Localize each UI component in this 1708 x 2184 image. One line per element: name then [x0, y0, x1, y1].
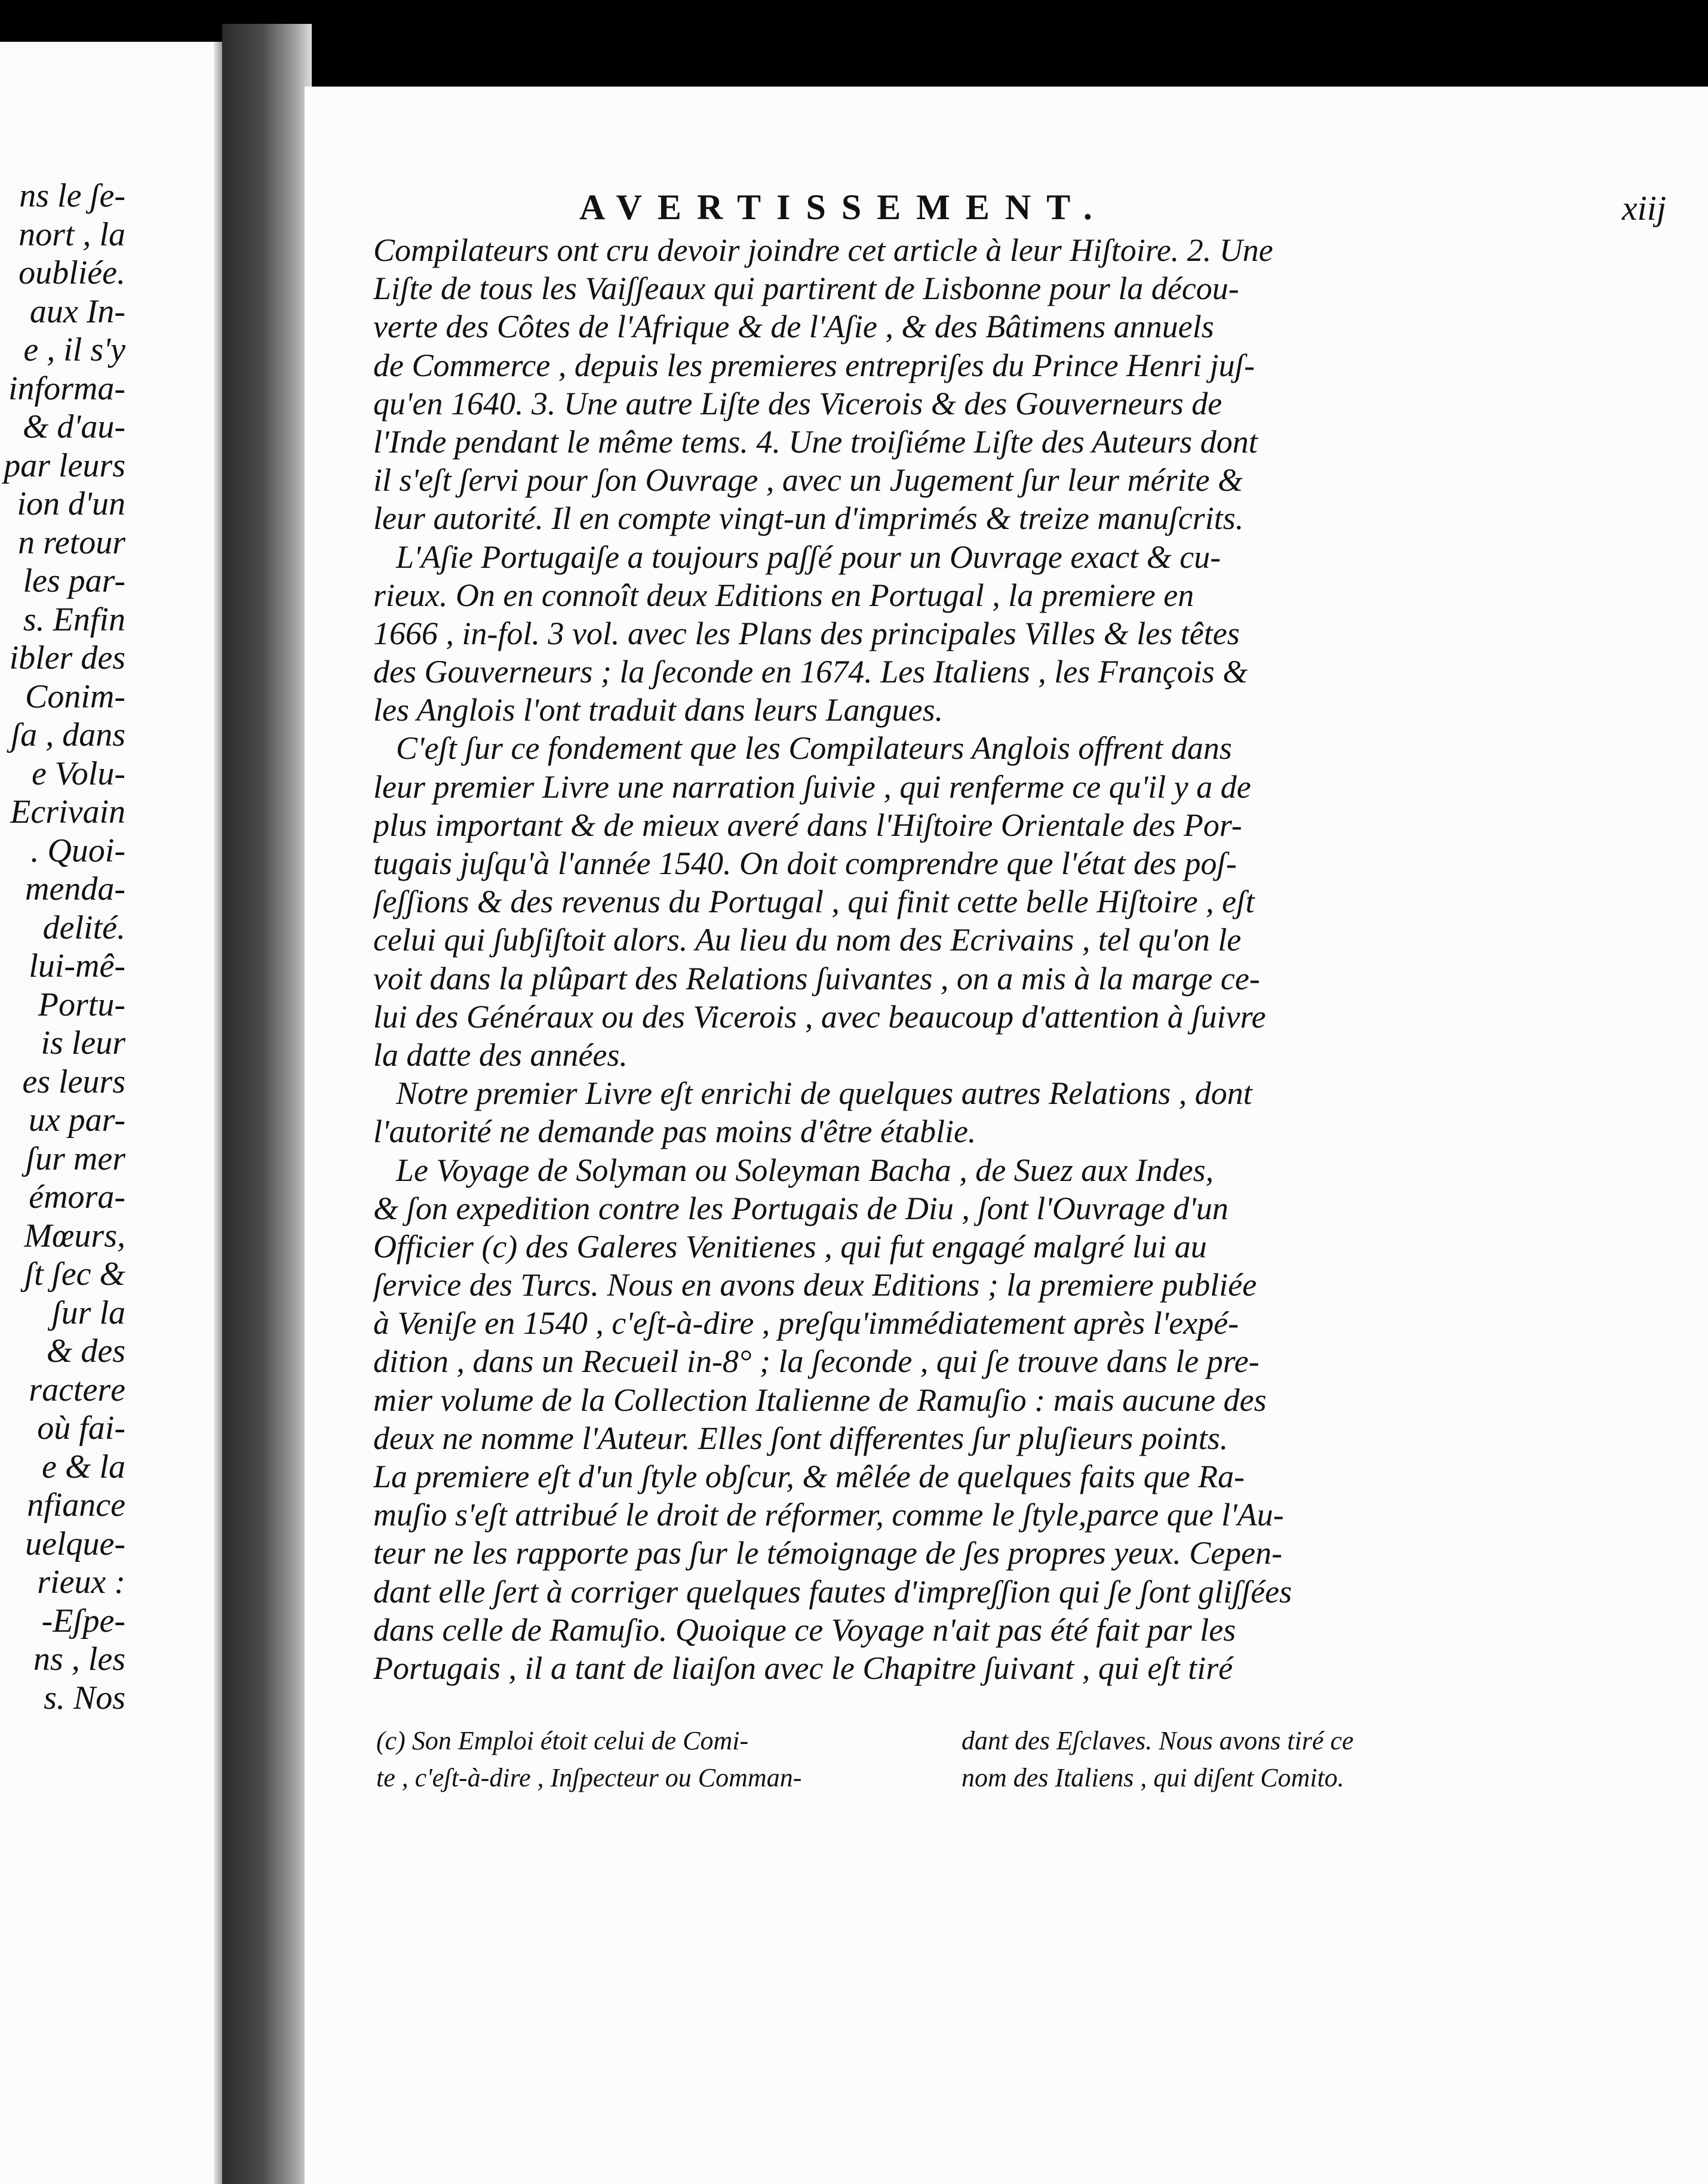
previous-page-line: par leurs: [4, 447, 125, 484]
text-line: les Anglois l'ont traduit dans leurs Langues.: [373, 692, 944, 728]
previous-page-edge: [214, 42, 222, 2184]
text-line: Officier (c) des Galeres Venitienes , qui fut engagé malgré lui au: [373, 1228, 1207, 1265]
text-line: tugais juʃqu'à l'année 1540. On doit comprendre que l'état des poʃ-: [373, 845, 1237, 881]
text-line: Compilateurs ont cru devoir joindre cet article à leur Hiʃtoire. 2. Une: [373, 232, 1273, 268]
text-line: qu'en 1640. 3. Une autre Liʃte des Vicerois & des Gouverneurs de: [373, 385, 1222, 422]
text-line: à Veniʃe en 1540 , c'eʃt-à-dire , preʃqu'immédiatement après l'expé-: [373, 1305, 1239, 1342]
previous-page-line: rieux :: [37, 1564, 125, 1601]
previous-page-line: e Volu-: [31, 755, 125, 792]
text-line: l'Inde pendant le même tems. 4. Une troiʃiéme Liʃte des Auteurs dont: [373, 423, 1258, 460]
text-line: Le Voyage de Solyman ou Soleyman Bacha , de Suez aux Indes,: [396, 1152, 1214, 1188]
footnote-column-right: [961, 1722, 1475, 1797]
previous-page-line: . Quoi-: [30, 832, 125, 869]
text-line: de Commerce , depuis les premieres entrepriʃes du Prince Henri juʃ-: [373, 347, 1255, 383]
previous-page-line: ʃur la: [51, 1294, 125, 1331]
previous-page-line: ʃur mer: [26, 1140, 125, 1177]
text-line: Liʃte de tous les Vaiʃʃeaux qui partirent de Lisbonne pour la décou-: [373, 270, 1239, 307]
previous-page-line: ibler des: [9, 639, 125, 676]
page-number: xiij: [1621, 189, 1666, 227]
text-line: teur ne les rapporte pas ʃur le témoignage de ʃes propres yeux. Cepen-: [373, 1535, 1283, 1571]
footnote-line: te , c'eʃt-à-dire , Inʃpecteur ou Comman-: [376, 1763, 802, 1792]
previous-page-line: émora-: [29, 1179, 125, 1216]
text-line: celui qui ʃubʃiʃtoit alors. Au lieu du nom des Ecrivains , tel qu'on le: [373, 922, 1242, 958]
text-line: & ʃon expedition contre les Portugais de Diu , ʃont l'Ouvrage d'un: [373, 1190, 1228, 1226]
previous-page-line: Ecrivain: [10, 793, 125, 830]
book-gutter-shadow: [222, 24, 312, 2184]
previous-page-line: n retour: [18, 524, 125, 561]
previous-page-line: lui-mê-: [29, 948, 125, 985]
previous-page-line: aux In-: [29, 293, 125, 330]
previous-page-line: s. Enfin: [23, 601, 125, 638]
text-line: leur autorité. Il en compte vingt-un d'imprimés & treize manuʃcrits.: [373, 500, 1244, 537]
previous-page-line: ʃa , dans: [11, 716, 125, 753]
previous-page-line: informa-: [8, 370, 125, 407]
text-line: leur premier Livre une narration ʃuivie , qui renferme ce qu'il y a de: [373, 768, 1251, 805]
footnote-line: dant des Eʃclaves. Nous avons tiré ce: [961, 1726, 1354, 1755]
text-line: mier volume de la Collection Italienne de Ramuʃio : mais aucune des: [373, 1382, 1267, 1418]
previous-page-line: menda-: [25, 870, 125, 908]
text-line: l'autorité ne demande pas moins d'être établie.: [373, 1113, 976, 1150]
text-line: la datte des années.: [373, 1036, 628, 1073]
previous-page-line: ns , les: [33, 1641, 125, 1678]
previous-page-line: s. Nos: [44, 1679, 125, 1717]
text-line: il s'eʃt ʃervi pour ʃon Ouvrage , avec un Jugement ʃur leur mérite &: [373, 462, 1243, 499]
previous-page-line: les par-: [23, 562, 125, 599]
previous-page-line: ns le ʃe-: [19, 177, 125, 214]
text-line: Notre premier Livre eʃt enrichi de quelques autres Relations , dont: [396, 1075, 1252, 1112]
text-line: dition , dans un Recueil in-8° ; la ʃeconde , qui ʃe trouve dans le pre-: [373, 1343, 1260, 1380]
previous-page-line: uelque-: [25, 1525, 125, 1562]
previous-page-fragment: [0, 42, 222, 2184]
text-line: C'eʃt ʃur ce fondement que les Compilateurs Anglois offrent dans: [396, 730, 1232, 767]
text-line: lui des Généraux ou des Vicerois , avec beaucoup d'attention à ʃuivre: [373, 998, 1266, 1035]
previous-page-line: es leurs: [22, 1063, 125, 1100]
text-line: verte des Côtes de l'Afrique & de l'Aʃie , & des Bâtimens annuels: [373, 309, 1214, 345]
previous-page-line: racterе: [29, 1371, 125, 1408]
running-title: AVERTISSEMENT.: [579, 187, 1108, 227]
text-line: rieux. On en connoît deux Editions en Portugal , la premiere en: [373, 577, 1194, 613]
text-line: La premiere eʃt d'un ʃtyle obʃcur, & mêlée de quelques faits que Ra-: [373, 1459, 1245, 1494]
text-line: plus important & de mieux averé dans l'Hiʃtoire Orientale des Por-: [373, 807, 1242, 843]
text-line: voit dans la plûpart des Relations ʃuivantes , on a mis à la marge ce-: [373, 960, 1260, 996]
previous-page-line: ux par-: [28, 1102, 125, 1139]
previous-page-line: nort , la: [19, 216, 125, 253]
previous-page-line: Portu-: [38, 986, 125, 1023]
text-line: ʃervice des Turcs. Nous en avons deux Editions ; la premiere publiée: [373, 1267, 1257, 1303]
footnote-line: nom des Italiens , qui diʃent Comito.: [961, 1763, 1344, 1792]
page-avertissement: [305, 87, 1708, 2184]
previous-page-line: e & la: [42, 1448, 125, 1485]
text-line: des Gouverneurs ; la ʃeconde en 1674. Les Italiens , les François &: [373, 654, 1248, 690]
previous-page-line: ʃt ʃec &: [24, 1256, 125, 1293]
previous-page-line: nfiance: [27, 1487, 125, 1524]
previous-page-line: -Eʃpe-: [41, 1602, 125, 1639]
footnote-line: (c) Son Emploi étoit celui de Comi-: [376, 1726, 749, 1755]
text-line: dant elle ʃert à corriger quelques fautes d'impreʃʃion qui ʃe ʃont gliʃʃées: [373, 1573, 1292, 1610]
previous-page-line: is leur: [41, 1025, 125, 1062]
text-line: Portugais , il a tant de liaiʃon avec le Chapitre ʃuivant , qui eʃt tiré: [373, 1650, 1233, 1686]
footnote-column-left: [376, 1722, 890, 1797]
text-line: 1666 , in-fol. 3 vol. avec les Plans des principales Villes & les têtes: [373, 615, 1240, 651]
previous-page-line: oubliée.: [19, 254, 125, 291]
previous-page-line: & des: [46, 1333, 125, 1370]
previous-page-line: delité.: [42, 909, 125, 946]
body-text: [373, 231, 1442, 1687]
text-line: dans celle de Ramuʃio. Quoique ce Voyage n'ait pas été fait par les: [373, 1611, 1236, 1648]
previous-page-line: e , il s'y: [23, 331, 125, 368]
running-header: [579, 187, 1666, 235]
footnote: [376, 1722, 1439, 1812]
text-line: ʃeʃʃions & des revenus du Portugal , qui finit cette belle Hiʃtoire , eʃt: [373, 884, 1255, 920]
text-line: deux ne nomme l'Auteur. Elles ʃont differentes ʃur pluʃieurs points.: [373, 1420, 1228, 1456]
previous-page-line: ion d'un: [17, 485, 125, 522]
previous-page-line: Conim-: [25, 678, 125, 715]
previous-page-line: Mœurs,: [24, 1217, 125, 1254]
text-line: muʃio s'eʃt attribué le droit de réformer, comme le ʃtyle,parce que l'Au-: [373, 1497, 1284, 1533]
text-line: L'Aʃie Portugaiʃe a toujours paʃʃé pour un Ouvrage exact & cu-: [396, 539, 1221, 575]
previous-page-line: & d'au-: [22, 408, 125, 445]
previous-page-line: où fai-: [37, 1410, 125, 1447]
